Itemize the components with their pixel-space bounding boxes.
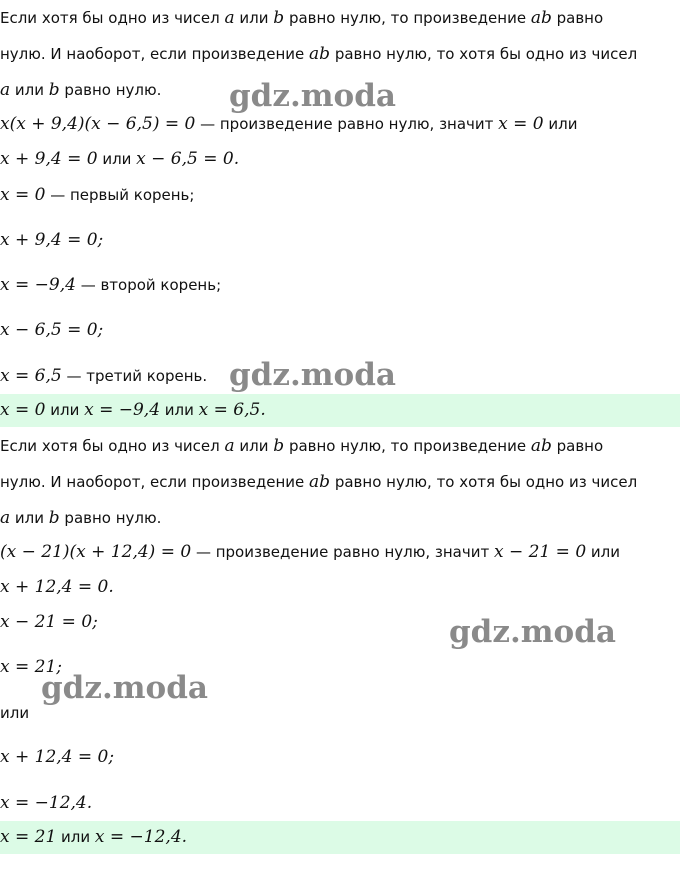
- text-line: x(x + 9,4)(x − 6,5) = 0 — произведение равно нулю, значит x = 0 или: [0, 114, 578, 134]
- math-expression: x = 6,5.: [198, 400, 266, 420]
- math-expression: x = −9,4: [0, 275, 76, 295]
- watermark-logo: gdz.moda: [229, 78, 396, 114]
- watermark-logo: gdz.moda: [41, 670, 208, 706]
- math-expression: ab: [530, 8, 552, 28]
- text-line: Если хотя бы одно из чисел a или b равно нулю, то произведение ab равно: [0, 8, 604, 28]
- watermark-logo: gdz.moda: [449, 614, 616, 650]
- text-line: x = −9,4 — второй корень;: [0, 275, 222, 295]
- text-line: [0, 320, 103, 340]
- text-line: нулю. И наоборот, если произведение ab равно нулю, то хотя бы одно из чисел: [0, 472, 638, 492]
- math-expression: x − 6,5 = 0.: [136, 149, 240, 169]
- math-expression: ab: [530, 436, 552, 456]
- answer-box: [0, 394, 680, 427]
- text-line: нулю. И наоборот, если произведение ab равно нулю, то хотя бы одно из чисел: [0, 44, 638, 64]
- math-expression: a: [224, 436, 235, 456]
- text-line: x = 0 — первый корень;: [0, 185, 195, 205]
- math-expression: x = 0: [0, 400, 46, 420]
- text-line: a или b равно нулю.: [0, 508, 162, 528]
- watermark-logo: gdz.moda: [229, 357, 396, 393]
- math-expression: x = 21: [0, 827, 57, 847]
- text-line: Если хотя бы одно из чисел a или b равно нулю, то произведение ab равно: [0, 436, 604, 456]
- text-line: [0, 612, 98, 632]
- math-expression: x + 12,4 = 0;: [0, 747, 115, 767]
- math-expression: a: [0, 80, 11, 100]
- math-expression: x = −12,4.: [94, 827, 188, 847]
- math-expression: x + 9,4 = 0;: [0, 230, 104, 250]
- math-expression: a: [224, 8, 235, 28]
- text-line: x + 9,4 = 0 или x − 6,5 = 0.: [0, 149, 240, 169]
- math-expression: x − 21 = 0;: [0, 612, 98, 632]
- answer-line: x = 0 или x = −9,4 или x = 6,5.: [0, 400, 266, 420]
- math-expression: x + 9,4 = 0: [0, 149, 98, 169]
- math-expression: x + 12,4 = 0.: [0, 577, 114, 597]
- math-expression: b: [273, 8, 285, 28]
- math-expression: a: [0, 508, 11, 528]
- math-expression: x − 21 = 0: [494, 542, 587, 562]
- answer-line: x = 21 или x = −12,4.: [0, 827, 188, 847]
- math-expression: x = 0: [498, 114, 544, 134]
- text-line: a или b равно нулю.: [0, 80, 162, 100]
- math-expression: b: [273, 436, 285, 456]
- text-line: x = 6,5 — третий корень.: [0, 366, 208, 386]
- math-expression: ab: [309, 472, 331, 492]
- math-expression: ab: [309, 44, 331, 64]
- text-line: или: [0, 704, 30, 722]
- math-expression: x = −12,4.: [0, 793, 93, 813]
- text-line: (x − 21)(x + 12,4) = 0 — произведение равно нулю, значит x − 21 = 0 или: [0, 542, 620, 562]
- math-expression: x = 0: [0, 185, 46, 205]
- text-line: [0, 230, 103, 250]
- math-expression: b: [48, 508, 60, 528]
- math-expression: (x − 21)(x + 12,4) = 0: [0, 542, 192, 562]
- math-expression: x − 6,5 = 0;: [0, 320, 104, 340]
- text-line: [0, 793, 92, 813]
- math-expression: x = 21;: [0, 657, 62, 677]
- answer-box: [0, 821, 680, 854]
- math-expression: b: [48, 80, 60, 100]
- text-line: [0, 577, 114, 597]
- math-expression: x(x + 9,4)(x − 6,5) = 0: [0, 114, 196, 134]
- math-expression: x = −9,4: [84, 400, 161, 420]
- math-expression: x = 6,5: [0, 366, 62, 386]
- text-line: [0, 747, 114, 767]
